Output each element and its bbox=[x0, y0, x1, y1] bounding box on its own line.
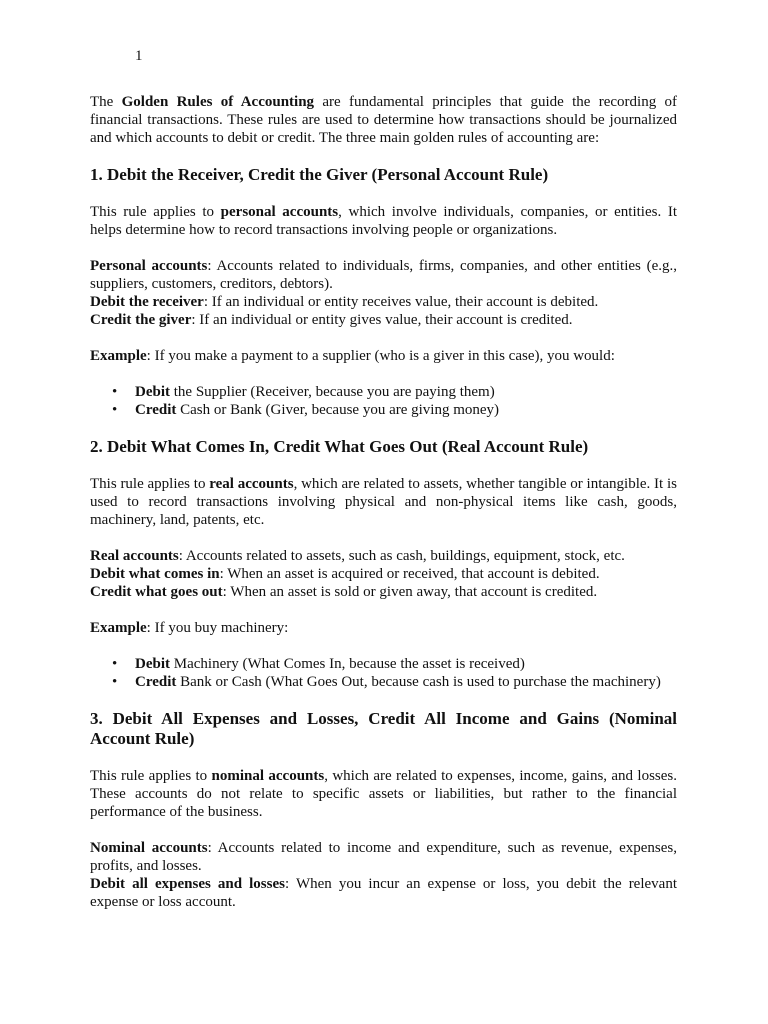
intro-term: Golden Rules of Accounting bbox=[121, 94, 315, 110]
rule3-applies-paragraph bbox=[90, 767, 677, 821]
definition-term: Nominal accounts bbox=[90, 840, 208, 856]
definition-text: : When an asset is acquired or received, that account is debited. bbox=[219, 566, 600, 582]
definition-term: Debit all expenses and losses bbox=[90, 876, 285, 892]
list-item bbox=[135, 673, 677, 691]
bullet-term: Credit bbox=[135, 674, 177, 690]
bullet-term: Debit bbox=[135, 384, 170, 400]
rule2-heading: 2. Debit What Comes In, Credit What Goes Out (Real Account Rule) bbox=[90, 437, 589, 456]
list-item bbox=[135, 383, 677, 401]
definition-text: : Accounts related to income and expenditure, such as revenue, expenses, profits, and losses. bbox=[90, 840, 677, 874]
definition-term: Real accounts bbox=[90, 548, 179, 564]
rule2-applies-end: , which are related to assets, whether tangible or intangible. It is used to record transactions involving physical and non-physical items like cash, goods, machinery, land, patents, etc. bbox=[90, 476, 677, 528]
intro-paragraph bbox=[90, 93, 677, 147]
definition-term: Credit the giver bbox=[90, 312, 192, 328]
bullet-text: Machinery (What Comes In, because the asset is received) bbox=[170, 656, 525, 672]
rule1-definition bbox=[90, 257, 677, 293]
definition-term: Credit what goes out bbox=[90, 584, 223, 600]
rule3-definition bbox=[90, 839, 677, 875]
example-label: Example bbox=[90, 620, 147, 636]
definition-term: Debit what comes in bbox=[90, 566, 220, 582]
rule3-definition bbox=[90, 875, 677, 911]
document-body bbox=[90, 93, 677, 911]
bullet-text: the Supplier (Receiver, because you are paying them) bbox=[170, 384, 495, 400]
definition-text: : If an individual or entity gives value, their account is credited. bbox=[191, 312, 573, 328]
bullet-text: Bank or Cash (What Goes Out, because cash is used to purchase the machinery) bbox=[176, 674, 661, 690]
list-item bbox=[135, 655, 677, 673]
page-number: 1 bbox=[135, 48, 143, 64]
rule1-definition bbox=[90, 311, 677, 329]
rule3-heading: 3. Debit All Expenses and Losses, Credit All Income and Gains (Nominal Account Rule) bbox=[90, 709, 677, 748]
intro-text-start: The bbox=[90, 94, 122, 110]
rule2-applies-term: real accounts bbox=[209, 476, 294, 492]
definition-text: : Accounts related to assets, such as cash, buildings, equipment, stock, etc. bbox=[178, 548, 625, 564]
bullet-term: Credit bbox=[135, 402, 177, 418]
rule1-heading: 1. Debit the Receiver, Credit the Giver (Personal Account Rule) bbox=[90, 165, 549, 184]
definition-term: Debit the receiver bbox=[90, 294, 204, 310]
rule1-example bbox=[90, 347, 677, 365]
rule1-applies-term: personal accounts bbox=[220, 204, 339, 220]
rule3-applies-end: , which are related to expenses, income, gains, and losses. These accounts do not relate to specific assets or liabilities, but rather to the financial performance of the business. bbox=[90, 768, 677, 820]
rule1-definition bbox=[90, 293, 677, 311]
rule2-applies-paragraph bbox=[90, 475, 677, 529]
definition-text: : If an individual or entity receives value, their account is debited. bbox=[203, 294, 599, 310]
bullet-text: Cash or Bank (Giver, because you are giving money) bbox=[176, 402, 500, 418]
rule1-applies-start: This rule applies to bbox=[90, 204, 221, 220]
rule1-applies-paragraph bbox=[90, 203, 677, 239]
rule2-definition bbox=[90, 547, 677, 565]
rule2-applies-start: This rule applies to bbox=[90, 476, 210, 492]
intro-text-end: are fundamental principles that guide the recording of financial transactions. These rules are used to determine how transactions should be journalized and which accounts to debit or credit. The three main golden rules of accounting are: bbox=[90, 94, 677, 146]
example-label: Example bbox=[90, 348, 147, 364]
rule1-bullet-list bbox=[90, 383, 677, 419]
list-item bbox=[135, 401, 677, 419]
example-text: : If you make a payment to a supplier (who is a giver in this case), you would: bbox=[146, 348, 615, 364]
definition-text: : When you incur an expense or loss, you debit the relevant expense or loss account. bbox=[90, 876, 677, 910]
rule2-example bbox=[90, 619, 677, 637]
rule2-definition bbox=[90, 565, 677, 583]
rule1-applies-end: , which involve individuals, companies, or entities. It helps determine how to record transactions involving people or organizations. bbox=[90, 204, 677, 238]
rule3-applies-start: This rule applies to bbox=[90, 768, 212, 784]
definition-text: : When an asset is sold or given away, that account is credited. bbox=[222, 584, 598, 600]
definition-text: : Accounts related to individuals, firms, companies, and other entities (e.g., suppliers, customers, creditors, debtors). bbox=[90, 258, 677, 292]
rule3-applies-term: nominal accounts bbox=[211, 768, 325, 784]
rule2-definition bbox=[90, 583, 677, 601]
definition-term: Personal accounts bbox=[90, 258, 208, 274]
bullet-term: Debit bbox=[135, 656, 170, 672]
rule2-bullet-list bbox=[90, 655, 677, 691]
example-text: : If you buy machinery: bbox=[146, 620, 289, 636]
